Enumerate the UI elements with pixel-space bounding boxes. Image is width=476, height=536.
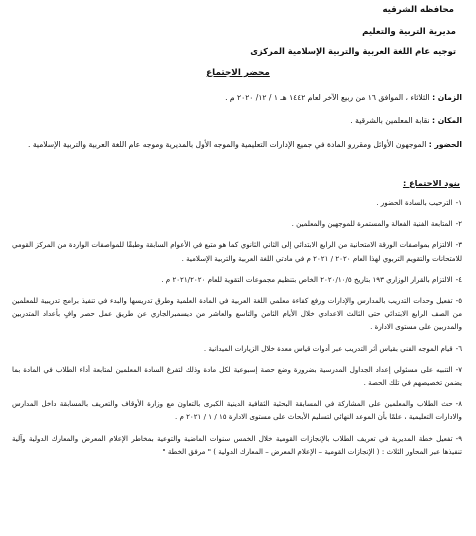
item-number: ٥- — [455, 296, 462, 306]
agenda-item — [12, 342, 462, 355]
item-number: ٤- — [455, 274, 462, 284]
item-number: ٩- — [455, 433, 462, 443]
agenda-item — [12, 196, 462, 209]
page-title: محضر الاجتماع — [206, 68, 270, 78]
item-number: ٦- — [455, 343, 462, 353]
meeting-date — [12, 91, 462, 104]
attendees-label: الحضور : — [428, 140, 462, 149]
item-number: ٧- — [455, 364, 462, 374]
item-text: التنبيه على مسئولي إعداد الجداول المدرسية بضرورة وضع حصة إسبوعية لكل مادة وذلك لتفرغ السادة المعلمين لمتابعة أداء الطلاب في المادة بما يضمن تخصيصهم في تلك الحصة . — [12, 364, 462, 388]
meeting-place — [12, 114, 462, 127]
item-text: الالتزام بمواصفات الورقة الامتحانية من الرابع الابتدائي إلى الثاني الثانوي كما هو متبع في الأعوام السابقة وطبقًا للمواصفات الواردة من المركز القومي للامتحانات والتقويم التربوي لهذا العام ٢٠٢٠ / ٢٠٢١ م في مادتي اللغة العربية والتربية الإسلامية . — [12, 240, 462, 263]
meeting-attendees — [12, 138, 462, 151]
date-value: الثلاثاء ، الموافق ١٦ من ربيع الآخر لعام ١٤٤٢ هـ ١ / ١٢/ ٢٠٢٠ م . — [225, 93, 430, 102]
agenda-item — [12, 238, 462, 264]
agenda-item — [12, 432, 462, 458]
agenda-title: بنود الاجتماع : — [402, 178, 460, 188]
item-text: تفعيل خطة المديرية في تعريف الطلاب بالإنجازات القومية خلال الخمس سنوات الماضية والتوعية بمخاطر الإعلام المعرض والمعارك الدولية وآلية تنفيذها عبر المحاور الثلاث : ( الإنجازات القومية – الإعلام المعرض – المعارك الدولية ) " مرفق الخطة " — [12, 433, 462, 456]
item-text: قيام الموجه الفني بقياس أثر التدريب عبر أدوات قياس معدة خلال الزيارات الميدانية . — [203, 343, 453, 353]
item-text: الالتزام بالقرار الوزاري ١٩٣ بتاريخ ٢٠٢٠/١٠/٥ الخاص بتنظيم مجموعات التقوية للعام ٢٠٢١/٢٠٢٠ م . — [161, 274, 453, 284]
agenda-item — [12, 273, 462, 286]
item-number: ٨- — [455, 399, 462, 409]
date-label: الزمان : — [432, 93, 462, 102]
governorate-header: محافظه الشرقيه — [382, 5, 454, 15]
item-number: ٢- — [455, 219, 462, 229]
agenda-item — [12, 363, 462, 389]
item-text: المتابعة الفنية الفعالة والمستمرة للموجهين والمعلمين . — [291, 219, 453, 229]
department-header: توجيه عام اللغة العربية والتربية الإسلامية المركزى — [250, 46, 456, 56]
place-value: نقابة المعلمين بالشرقية . — [350, 116, 430, 125]
item-text: الترحيب بالسادة الحضور . — [376, 198, 453, 207]
directorate-header: مديرية التربية والتعليم — [362, 27, 456, 37]
attendees-value: الموجهون الأوائل ومقررو المادة في جميع الإدارات التعليمية والموجه الأول بالمديرية وموجه عام اللغة العربية والتربية الإسلامية . — [28, 140, 427, 149]
agenda-item — [12, 217, 462, 230]
item-text: حث الطلاب والمعلمين على المشاركة في المسابقة البحثية الثقافية الدينية الكبرى بالتعاون مع وزارة الأوقاف والتعريف بالمسابقة داخل المدارس والادارات التعليمية ، علمًا بأن الموعد النهائي لتسليم الأبحاث على مستوى الادارة ١٥ / ١ / ٢٠٢١ م . — [12, 399, 462, 422]
place-label: المكان : — [432, 116, 462, 125]
agenda-list — [12, 196, 462, 466]
agenda-item — [12, 397, 462, 423]
item-number: ٣- — [455, 240, 462, 250]
item-number: ١- — [455, 198, 462, 207]
item-text: تفعيل وحدات التدريب بالمدارس والإدارات ورفع كفاءة معلمي اللغة العربية في المادة العلمية وطرق تدريسها والبدء في تنفيذ برامج تدريبية للمعلمين من الصف الرابع الابتدائي حتى الثالث الاعدادي خلال الأيام الثامن والتاسع والعاشر من ديسمبرالجاري عن طريق عمل حصر وافٍ بأعداد المتدربين والمدربين على مستوى الادارة . — [12, 296, 462, 332]
agenda-item — [12, 294, 462, 334]
